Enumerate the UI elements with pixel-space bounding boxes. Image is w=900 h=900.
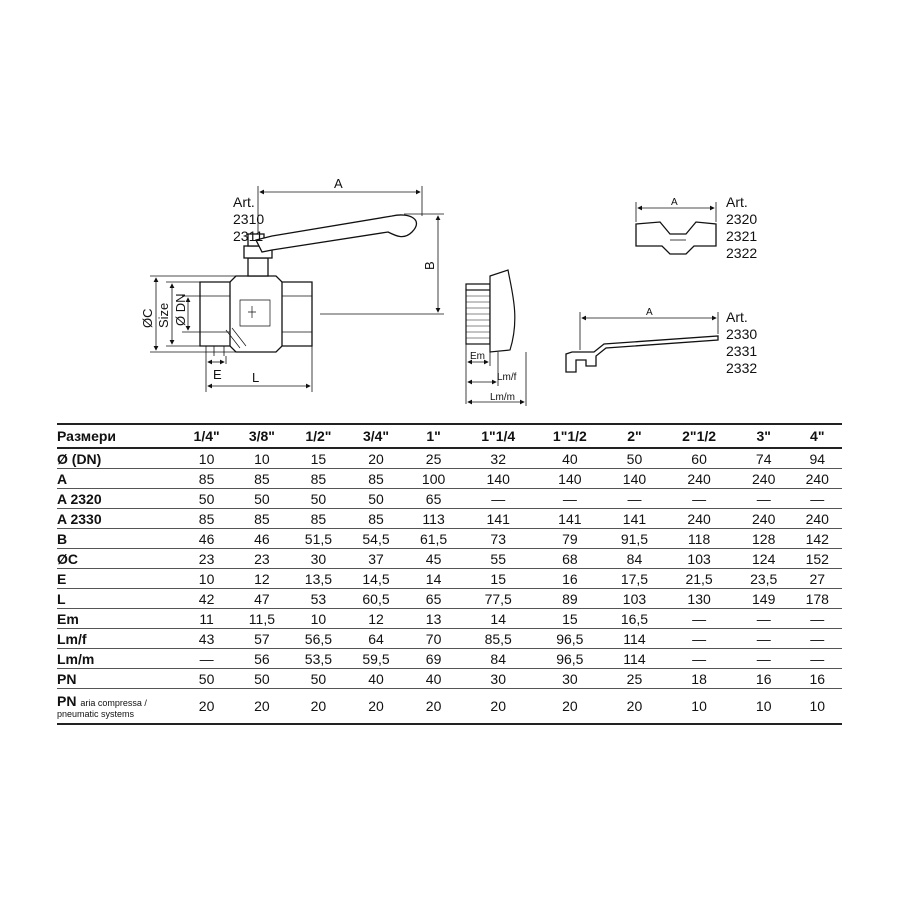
table-cell: 40 xyxy=(347,669,405,689)
table-cell: 140 xyxy=(462,469,534,489)
table-cell: 10 xyxy=(179,569,234,589)
table-body xyxy=(57,448,842,724)
table-cell: 40 xyxy=(534,448,606,469)
table-cell: 60,5 xyxy=(347,589,405,609)
table-cell: 46 xyxy=(234,529,289,549)
table-cell: 54,5 xyxy=(347,529,405,549)
dim-label-b: B xyxy=(422,261,437,270)
table-cell: 103 xyxy=(606,589,664,609)
table-row xyxy=(57,669,842,689)
table-cell: — xyxy=(179,649,234,669)
table-cell: 20 xyxy=(405,689,463,725)
thread-labels xyxy=(470,351,517,403)
table-cell: 69 xyxy=(405,649,463,669)
table-cell: — xyxy=(793,629,843,649)
table-cell: 140 xyxy=(606,469,664,489)
table-cell: 85 xyxy=(347,509,405,529)
table-row xyxy=(57,469,842,489)
table-cell: 61,5 xyxy=(405,529,463,549)
table-cell: 23,5 xyxy=(735,569,793,589)
table-cell: 118 xyxy=(663,529,735,549)
row-label: ØC xyxy=(57,549,179,569)
dim-label-odn: Ø DN xyxy=(173,293,188,326)
table-cell: 240 xyxy=(735,469,793,489)
table-cell: 59,5 xyxy=(347,649,405,669)
table-cell: 65 xyxy=(405,489,463,509)
table-cell: 85 xyxy=(347,469,405,489)
table-cell: 10 xyxy=(234,448,289,469)
table-cell: 11 xyxy=(179,609,234,629)
table-cell: 23 xyxy=(234,549,289,569)
table-cell: 65 xyxy=(405,589,463,609)
table-cell: 50 xyxy=(290,489,348,509)
row-label: Ø (DN) xyxy=(57,448,179,469)
table-header-row xyxy=(57,424,842,448)
table-cell: 30 xyxy=(462,669,534,689)
header-size-4: 1" xyxy=(405,424,463,448)
table-cell: — xyxy=(462,489,534,509)
dim-label-oc: ØC xyxy=(140,308,155,328)
table-cell: 20 xyxy=(347,448,405,469)
table-cell: 85 xyxy=(290,469,348,489)
table-cell: 15 xyxy=(462,569,534,589)
table-cell: 73 xyxy=(462,529,534,549)
table-row xyxy=(57,629,842,649)
table-cell: 77,5 xyxy=(462,589,534,609)
header-size-2: 1/2" xyxy=(290,424,348,448)
table-cell: 130 xyxy=(663,589,735,609)
table-cell: 56,5 xyxy=(290,629,348,649)
table-cell: 20 xyxy=(290,689,348,725)
table-cell: 50 xyxy=(179,489,234,509)
dim-label-size: Size xyxy=(156,302,171,328)
table-cell: 100 xyxy=(405,469,463,489)
table-cell: 178 xyxy=(793,589,843,609)
header-size-6: 1"1/2 xyxy=(534,424,606,448)
dim-label-em: Em xyxy=(470,351,485,362)
table-row xyxy=(57,529,842,549)
table-cell: 11,5 xyxy=(234,609,289,629)
table-cell: 89 xyxy=(534,589,606,609)
table-row xyxy=(57,569,842,589)
table-cell: 68 xyxy=(534,549,606,569)
art-number-2320: 2320 xyxy=(726,211,758,227)
table-cell: 240 xyxy=(793,509,843,529)
table-cell: 10 xyxy=(179,448,234,469)
table-cell: 16 xyxy=(735,669,793,689)
table-row xyxy=(57,489,842,509)
table-cell: 91,5 xyxy=(606,529,664,549)
table-cell: 94 xyxy=(793,448,843,469)
table-row xyxy=(57,509,842,529)
dim-label-lmf: Lm/f xyxy=(497,372,517,383)
table-cell: 21,5 xyxy=(663,569,735,589)
table-row xyxy=(57,649,842,669)
table-cell: 14 xyxy=(405,569,463,589)
table-cell: — xyxy=(663,489,735,509)
art-number-2331: 2331 xyxy=(726,343,758,359)
pn-air-label-main: PN xyxy=(57,692,77,709)
art-label-main: Art. xyxy=(233,194,255,210)
table-cell: 27 xyxy=(793,569,843,589)
table-cell: 16,5 xyxy=(606,609,664,629)
table-cell: 140 xyxy=(534,469,606,489)
technical-drawings xyxy=(0,0,900,420)
row-label: PN xyxy=(57,669,179,689)
table-cell: 57 xyxy=(234,629,289,649)
table-cell: 10 xyxy=(290,609,348,629)
header-size-10: 4" xyxy=(793,424,843,448)
table-cell: 10 xyxy=(735,689,793,725)
table-cell: 85 xyxy=(234,469,289,489)
table-cell: 50 xyxy=(347,489,405,509)
table-cell: 50 xyxy=(179,669,234,689)
table-cell: 20 xyxy=(234,689,289,725)
dim-label-a-lever: A xyxy=(646,307,653,318)
row-label: E xyxy=(57,569,179,589)
header-size-3: 3/4" xyxy=(347,424,405,448)
table-cell: 12 xyxy=(234,569,289,589)
row-label: Lm/f xyxy=(57,629,179,649)
table-cell: 85 xyxy=(179,469,234,489)
table-cell: 79 xyxy=(534,529,606,549)
table-cell: 16 xyxy=(534,569,606,589)
table-cell: 50 xyxy=(234,669,289,689)
table-cell: 25 xyxy=(606,669,664,689)
header-size-8: 2"1/2 xyxy=(663,424,735,448)
thread-detail-drawing xyxy=(466,270,515,352)
lever-handle-drawing xyxy=(566,336,718,372)
dim-label-a-butterfly: A xyxy=(671,197,678,208)
table-cell: 10 xyxy=(793,689,843,725)
table-cell: 14 xyxy=(462,609,534,629)
table-cell: 40 xyxy=(405,669,463,689)
table-cell: 45 xyxy=(405,549,463,569)
table-cell: — xyxy=(606,489,664,509)
header-size-9: 3" xyxy=(735,424,793,448)
butterfly-handle-drawing xyxy=(636,222,716,254)
table-cell: 56 xyxy=(234,649,289,669)
row-label: Em xyxy=(57,609,179,629)
table-cell: 30 xyxy=(534,669,606,689)
table-cell: — xyxy=(534,489,606,509)
art-number-2322: 2322 xyxy=(726,245,758,261)
table-cell: 37 xyxy=(347,549,405,569)
table-cell: 15 xyxy=(534,609,606,629)
table-cell: 23 xyxy=(179,549,234,569)
table-cell: — xyxy=(663,649,735,669)
table-cell: 240 xyxy=(663,469,735,489)
table-cell: — xyxy=(793,609,843,629)
row-label: Lm/m xyxy=(57,649,179,669)
table-cell: 85 xyxy=(234,509,289,529)
table-cell: 152 xyxy=(793,549,843,569)
table-cell: 13 xyxy=(405,609,463,629)
art-number-2332: 2332 xyxy=(726,360,758,376)
header-size-1: 3/8" xyxy=(234,424,289,448)
row-label: A xyxy=(57,469,179,489)
table-cell: 18 xyxy=(663,669,735,689)
table-cell: 53,5 xyxy=(290,649,348,669)
table-row xyxy=(57,549,842,569)
table-cell: 30 xyxy=(290,549,348,569)
table-cell: 10 xyxy=(663,689,735,725)
table-cell: 240 xyxy=(735,509,793,529)
valve-labels xyxy=(140,176,437,385)
row-label-pn-air xyxy=(57,689,179,725)
header-label-sizes: Размери xyxy=(57,424,179,448)
row-label: L xyxy=(57,589,179,609)
table-cell: 20 xyxy=(179,689,234,725)
art-label-lever: Art. xyxy=(726,309,748,325)
table-cell: 55 xyxy=(462,549,534,569)
table-cell: 60 xyxy=(663,448,735,469)
art-number-2310: 2310 xyxy=(233,211,265,227)
dim-label-l: L xyxy=(252,370,260,385)
table-cell: — xyxy=(663,609,735,629)
table-cell: 96,5 xyxy=(534,649,606,669)
table-cell: 12 xyxy=(347,609,405,629)
table-cell: 74 xyxy=(735,448,793,469)
table-cell: 13,5 xyxy=(290,569,348,589)
header-size-0: 1/4" xyxy=(179,424,234,448)
table-cell: — xyxy=(793,489,843,509)
table-cell: 103 xyxy=(663,549,735,569)
table-cell: 113 xyxy=(405,509,463,529)
table-cell: 141 xyxy=(534,509,606,529)
table-cell: 141 xyxy=(462,509,534,529)
table-cell: 85 xyxy=(179,509,234,529)
table-cell: 14,5 xyxy=(347,569,405,589)
table-cell: 84 xyxy=(606,549,664,569)
table-cell: — xyxy=(735,629,793,649)
table-row xyxy=(57,448,842,469)
table-row-pn-air xyxy=(57,689,842,725)
table-row xyxy=(57,609,842,629)
table-cell: 47 xyxy=(234,589,289,609)
table-cell: 50 xyxy=(234,489,289,509)
table-cell: 114 xyxy=(606,649,664,669)
table-cell: 20 xyxy=(462,689,534,725)
table-cell: — xyxy=(735,609,793,629)
header-size-7: 2" xyxy=(606,424,664,448)
table-cell: 15 xyxy=(290,448,348,469)
art-number-2321: 2321 xyxy=(726,228,758,244)
art-label-butterfly: Art. xyxy=(726,194,748,210)
table-cell: 16 xyxy=(793,669,843,689)
table-cell: — xyxy=(663,629,735,649)
table-cell: 114 xyxy=(606,629,664,649)
dimensions-table xyxy=(57,423,842,725)
table-cell: 124 xyxy=(735,549,793,569)
table-cell: 128 xyxy=(735,529,793,549)
dim-label-a: A xyxy=(334,176,343,191)
table-cell: 43 xyxy=(179,629,234,649)
table-cell: 96,5 xyxy=(534,629,606,649)
row-label: B xyxy=(57,529,179,549)
art-number-2311: 2311 xyxy=(233,228,264,244)
table-cell: 50 xyxy=(606,448,664,469)
table-cell: 46 xyxy=(179,529,234,549)
dim-label-e: E xyxy=(213,367,222,382)
table-cell: 17,5 xyxy=(606,569,664,589)
row-label: A 2330 xyxy=(57,509,179,529)
table-cell: 20 xyxy=(347,689,405,725)
table-row xyxy=(57,589,842,609)
table-cell: — xyxy=(793,649,843,669)
pn-air-label-sub: aria compressa / xyxy=(80,697,147,708)
table-cell: 25 xyxy=(405,448,463,469)
table-cell: 20 xyxy=(534,689,606,725)
table-cell: 142 xyxy=(793,529,843,549)
table-cell: 32 xyxy=(462,448,534,469)
table-cell: 85,5 xyxy=(462,629,534,649)
table-cell: 240 xyxy=(663,509,735,529)
table-cell: 70 xyxy=(405,629,463,649)
table-cell: 240 xyxy=(793,469,843,489)
table-cell: 42 xyxy=(179,589,234,609)
table-cell: 85 xyxy=(290,509,348,529)
pn-air-label-sub2: pneumatic systems xyxy=(57,708,135,719)
table-cell: 84 xyxy=(462,649,534,669)
table-cell: 141 xyxy=(606,509,664,529)
table-cell: 51,5 xyxy=(290,529,348,549)
table-cell: 64 xyxy=(347,629,405,649)
art-number-2330: 2330 xyxy=(726,326,758,342)
header-size-5: 1"1/4 xyxy=(462,424,534,448)
table-cell: 20 xyxy=(606,689,664,725)
dim-label-lmm: Lm/m xyxy=(490,392,515,403)
table-cell: 50 xyxy=(290,669,348,689)
table-cell: 149 xyxy=(735,589,793,609)
table-cell: — xyxy=(735,649,793,669)
table-cell: 53 xyxy=(290,589,348,609)
table-cell: — xyxy=(735,489,793,509)
row-label: A 2320 xyxy=(57,489,179,509)
